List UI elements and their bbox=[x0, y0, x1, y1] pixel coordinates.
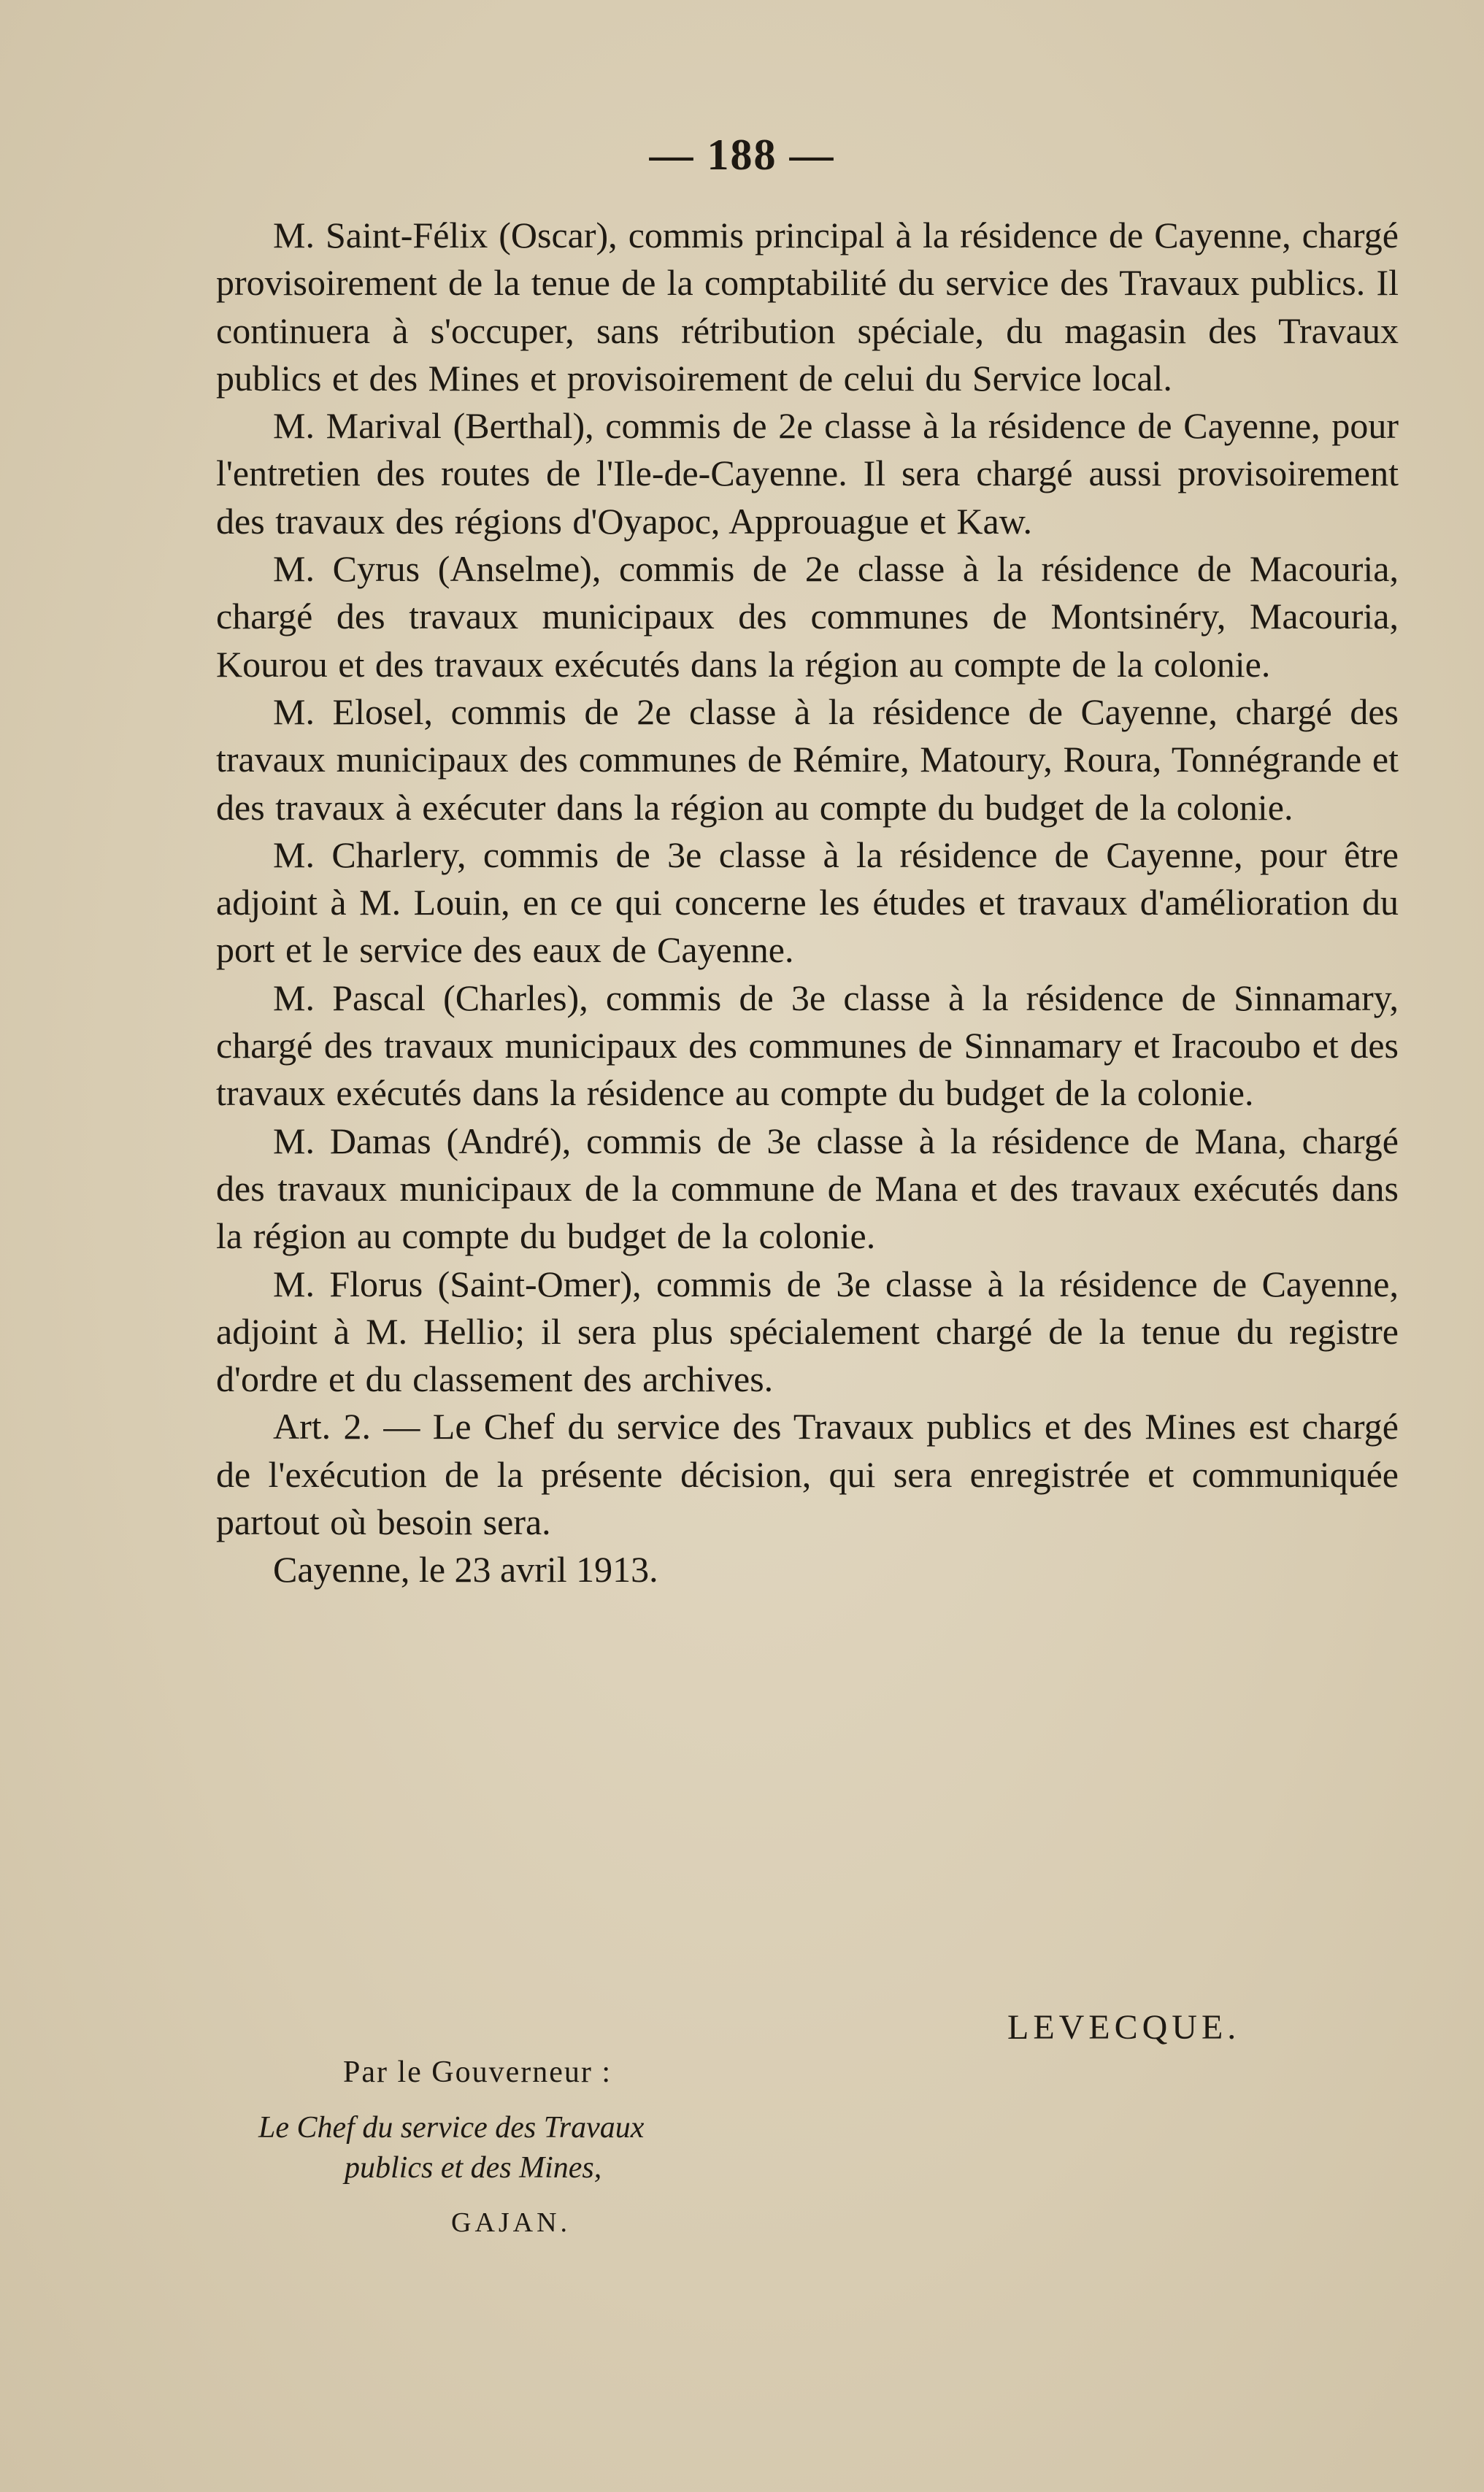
chef-title-line-1: Le Chef du service des Travaux bbox=[258, 2111, 645, 2145]
paragraph-charlery: M. Charlery, commis de 3e classe à la résidence de Cayenne, pour être adjoint à M. Louin, en ce qui concerne les études et travaux d'amélioration du port et le service des eaux de Cayenne. bbox=[216, 834, 1399, 971]
paragraph-cyrus: M. Cyrus (Anselme), commis de 2e classe à la résidence de Macouria, chargé des travaux municipaux des communes de Montsinéry, Macouria, Kourou et des travaux exécutés dans la région au compte de la colonie. bbox=[216, 548, 1399, 685]
paragraph-pascal: M. Pascal (Charles), commis de 3e classe à la résidence de Sinnamary, chargé des travaux municipaux des communes de Sinnamary et Iracoubo et des travaux exécutés dans la résidence au compte du budget de la colonie. bbox=[216, 977, 1399, 1114]
paragraph-article-2: Art. 2. — Le Chef du service des Travaux publics et des Mines est chargé de l'exécution de la présente décision, qui sera enregistrée et communiquée partout où besoin sera. bbox=[216, 1406, 1399, 1543]
paragraph-damas: M. Damas (André), commis de 3e classe à la résidence de Mana, chargé des travaux municipaux de la commune de Mana et des travaux exécutés dans la région au compte du budget de la colonie. bbox=[216, 1120, 1399, 1257]
paragraph-marival: M. Marival (Berthal), commis de 2e classe à la résidence de Cayenne, pour l'entretien des routes de l'Ile-de-Cayenne. Il sera chargé aussi provisoirement des travaux des régions d'Oyapoc, Approuague et Kaw. bbox=[216, 405, 1399, 542]
chef-signature: GAJAN. bbox=[451, 2207, 572, 2238]
paragraph-florus: M. Florus (Saint-Omer), commis de 3e classe à la résidence de Cayenne, adjoint à M. Hellio; il sera plus spécialement chargé de la tenue du registre d'ordre et du classement des archives. bbox=[216, 1263, 1399, 1400]
page-number: — 188 — bbox=[649, 131, 835, 179]
paragraph-saint-felix: M. Saint-Félix (Oscar), commis principal à la résidence de Cayenne, chargé provisoirement de la tenue de la comptabilité du service des Travaux publics. Il continuera à s'occuper, sans rétribution spéciale, du magasin des Travaux publics et des Mines et provisoirement de celui du Service local. bbox=[216, 215, 1399, 399]
decision-body bbox=[216, 212, 1399, 1593]
paragraph-elosel: M. Elosel, commis de 2e classe à la résidence de Cayenne, chargé des travaux municipaux des communes de Rémire, Matoury, Roura, Tonnégrande et des travaux à exécuter dans la région au compte du budget de la colonie. bbox=[216, 691, 1399, 828]
by-order-label: Par le Gouverneur : bbox=[343, 2055, 612, 2089]
chef-title-line-2: publics et des Mines, bbox=[345, 2151, 602, 2185]
chef-title bbox=[258, 2108, 842, 2188]
date-line: Cayenne, le 23 avril 1913. bbox=[273, 1549, 658, 1591]
governor-signature: LEVECQUE. bbox=[1007, 2008, 1241, 2047]
